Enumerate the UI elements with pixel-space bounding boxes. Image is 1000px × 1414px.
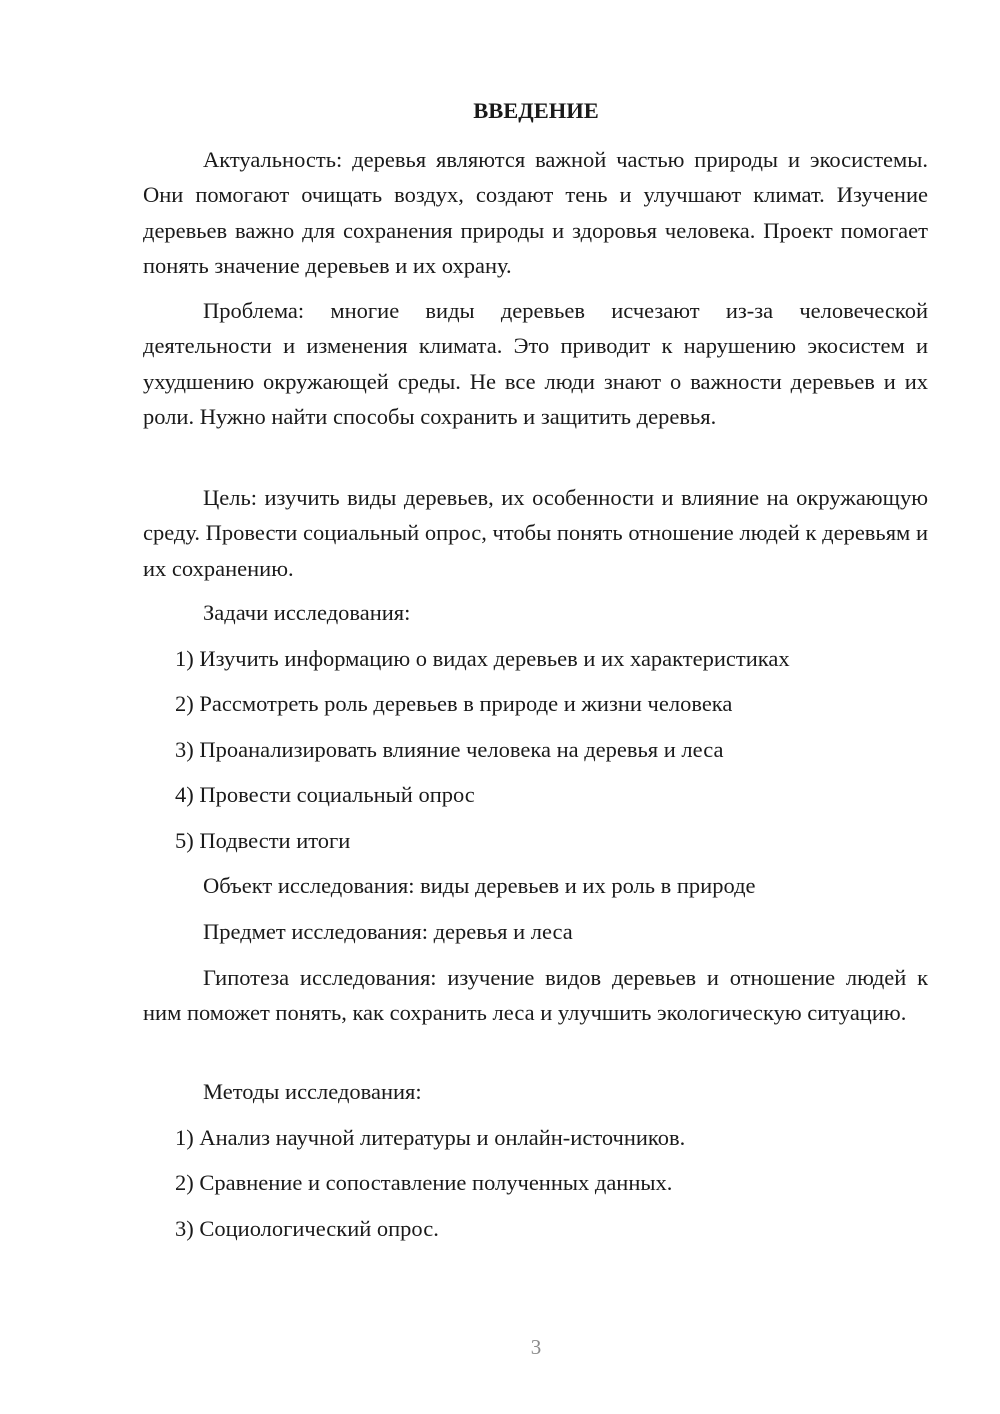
method-item: 2) Сравнение и сопоставление полученных данных. <box>175 1170 673 1195</box>
problem-paragraph: Проблема: многие виды деревьев исчезают из-за человеческой деятельности и изменения климата. Это приводит к нарушению экосистем и ухудшению окружающей среды. Не все люди знают о важности деревьев и их роли. Нужно найти способы сохранить и защитить деревья. <box>143 298 928 429</box>
methods-heading: Методы исследования: <box>203 1079 422 1104</box>
hypothesis-paragraph: Гипотеза исследования: изучение видов деревьев и отношение людей к ним поможет понять, как сохранить леса и улучшить экологическую ситуацию. <box>143 965 928 1026</box>
method-item: 3) Социологический опрос. <box>175 1216 439 1241</box>
task-item: 1) Изучить информацию о видах деревьев и их характеристиках <box>175 646 790 671</box>
task-item: 2) Рассмотреть роль деревьев в природе и жизни человека <box>175 691 733 716</box>
research-subject: Предмет исследования: деревья и леса <box>203 919 573 944</box>
tasks-heading: Задачи исследования: <box>203 600 411 625</box>
page-title: ВВЕДЕНИЕ <box>473 98 599 123</box>
task-item: 4) Провести социальный опрос <box>175 782 475 807</box>
relevance-paragraph: Актуальность: деревья являются важной частью природы и экосистемы. Они помогают очищать воздух, создают тень и улучшают климат. Изучение деревьев важно для сохранения природы и здоровья человека. Проект помогает понять значение деревьев и их охрану. <box>143 147 928 278</box>
research-object: Объект исследования: виды деревьев и их роль в природе <box>203 873 756 898</box>
page-number: 3 <box>530 1335 542 1359</box>
task-item: 5) Подвести итоги <box>175 828 351 853</box>
task-item: 3) Проанализировать влияние человека на деревья и леса <box>175 737 724 762</box>
goal-paragraph: Цель: изучить виды деревьев, их особенности и влияние на окружающую среду. Провести социальный опрос, чтобы понять отношение людей к деревьям и их сохранению. <box>143 485 928 581</box>
method-item: 1) Анализ научной литературы и онлайн-источников. <box>175 1125 686 1150</box>
